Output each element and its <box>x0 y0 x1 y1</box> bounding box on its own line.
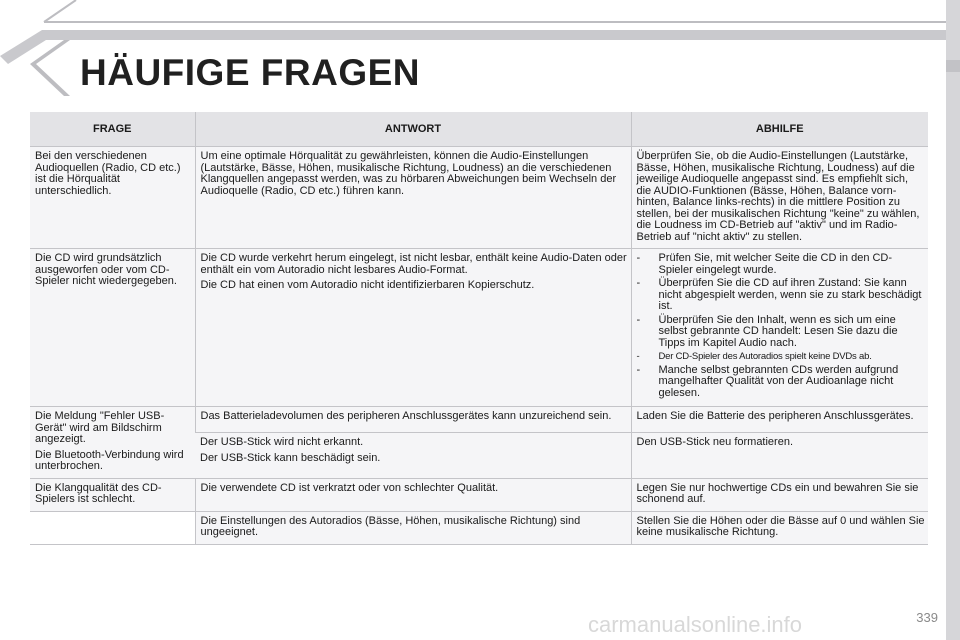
antwort-cell: Die Einstellungen des Autoradios (Bässe, Höhen, musikalische Richtung) sind ungeeignet. <box>195 511 631 544</box>
table-header-row <box>30 112 928 147</box>
list-item: - Überprüfen Sie die CD auf ihren Zustand: Sie kann nicht abgespielt werden, wenn sie zu stark beschädigt ist. <box>637 278 926 313</box>
header-swoosh-line <box>44 0 946 22</box>
list-item: - Manche selbst gebrannten CDs werden aufgrund mangelhafter Qualität von der Audioanlage nicht gelesen. <box>637 365 926 400</box>
abhilfe-cell: Legen Sie nur hochwertige CDs ein und bewahren Sie sie schonend auf. <box>631 478 928 511</box>
antwort-paragraph: Der USB-Stick kann beschädigt sein. <box>200 451 381 464</box>
table-row <box>30 147 928 249</box>
abhilfe-list <box>637 253 926 399</box>
frage-cell: Bei den verschiedenen Audioquellen (Radio, CD etc.) ist die Hörqualität unterschiedlich. <box>30 147 195 249</box>
antwort-cell: Die verwendete CD ist verkratzt oder von schlechter Qualität. <box>195 478 631 511</box>
header-chevron <box>30 40 70 96</box>
column-header-antwort: ANTWORT <box>195 112 631 147</box>
antwort-paragraph: Die CD wurde verkehrt herum eingelegt, ist nicht lesbar, enthält keine Audio-Daten oder enthält ein vom Autoradio nicht lesbares Audio-Format. <box>200 252 627 276</box>
antwort-cell: Das Batterieladevolumen des peripheren Anschlussgerätes kann unzureichend sein. <box>195 407 631 433</box>
abhilfe-cell: Überprüfen Sie, ob die Audio-Einstellungen (Lautstärke, Bässe, Höhen, musikalische Richtung, Loudness) auf die jeweilige Audioquelle angepasst sind. Es empfiehlt sich, die AUDIO-Funktionen (Bässe, Höhen, Balance vorn-hinten, Balance links-rechts) in die mittlere Position zu stellen, bei der musikalischen Richtung "keine" zu wählen, die Loudness im CD-Betrieb auf "aktiv" und im Radio-Betrieb auf "nicht aktiv" zu stellen. <box>631 147 928 249</box>
column-header-abhilfe: ABHILFE <box>631 112 928 147</box>
frage-cell: Die Klangqualität des CD-Spielers ist schlecht. <box>30 478 195 511</box>
page-title: HÄUFIGE FRAGEN <box>80 52 420 93</box>
frage-paragraph: Die Meldung "Fehler USB-Gerät" wird am Bildschirm angezeigt. <box>35 410 165 445</box>
abhilfe-cell: Stellen Sie die Höhen oder die Bässe auf 0 und wählen Sie keine musikalische Richtung. <box>631 511 928 544</box>
faq-table-container <box>30 112 928 545</box>
frage-paragraph: Die Bluetooth-Verbindung wird unterbrochen. <box>35 448 184 472</box>
watermark-text: carmanualsonline.info <box>588 612 803 637</box>
table-row <box>30 249 928 407</box>
page-edge-marker <box>946 60 960 72</box>
list-item: - Überprüfen Sie den Inhalt, wenn es sich um eine selbst gebrannte CD handelt: Lesen Sie dazu die Tipps im Kapitel Audio nach. <box>637 315 926 350</box>
antwort-paragraph: Die CD hat einen vom Autoradio nicht identifizierbaren Kopierschutz. <box>200 279 535 291</box>
list-item: - Prüfen Sie, mit welcher Seite die CD in den CD-Spieler eingelegt wurde. <box>637 253 926 276</box>
page-number: 339 <box>916 610 938 625</box>
abhilfe-cell: Laden Sie die Batterie des peripheren Anschlussgerätes. <box>631 407 928 433</box>
faq-table <box>30 112 928 545</box>
frage-cell <box>30 407 195 479</box>
antwort-cell <box>195 249 631 407</box>
abhilfe-cell <box>631 249 928 407</box>
antwort-cell <box>195 433 631 478</box>
page-edge-tab <box>946 0 960 640</box>
table-row <box>30 511 928 544</box>
list-item: - Der CD-Spieler des Autoradios spielt keine DVDs ab. <box>637 351 926 363</box>
frage-cell-empty <box>30 511 195 544</box>
antwort-cell: Um eine optimale Hörqualität zu gewährleisten, können die Audio-Einstellungen (Lautstärke, Bässe, Höhen, musikalische Richtung, Loudness) an die verschiedenen Klangquellen angepasst werden, was zu hörbaren Abweichungen beim Wechseln der Audioquelle (Radio, CD etc.) führen kann. <box>195 147 631 249</box>
frage-cell: Die CD wird grundsätzlich ausgeworfen oder vom CD-Spieler nicht wiedergegeben. <box>30 249 195 407</box>
column-header-frage: FRAGE <box>30 112 195 147</box>
table-row <box>30 407 928 433</box>
abhilfe-cell: Den USB-Stick neu formatieren. <box>631 433 928 478</box>
table-row <box>30 478 928 511</box>
antwort-paragraph: Der USB-Stick wird nicht erkannt. <box>200 436 364 449</box>
